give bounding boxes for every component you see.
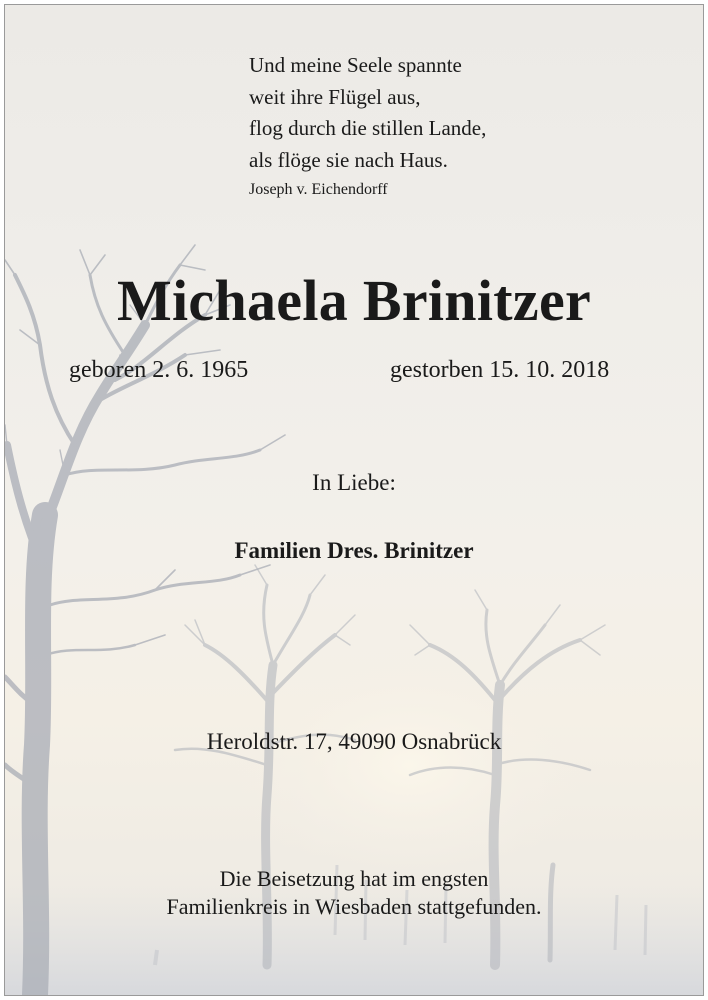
poem-line: weit ihre Flügel aus, — [249, 84, 421, 109]
mourners-intro: In Liebe: — [312, 470, 396, 495]
poem-line: flog durch die stillen Lande, — [249, 116, 487, 140]
obituary-card — [4, 4, 704, 996]
funeral-note-line: Die Beisetzung hat im engsten — [219, 866, 489, 891]
poem-line: als flöge sie nach Haus. — [249, 147, 448, 172]
death-date: gestorben 15. 10. 2018 — [390, 357, 610, 383]
deceased-name: Michaela Brinitzer — [116, 268, 592, 333]
funeral-note — [5, 865, 703, 921]
poem-author: Joseph v. Eichendorff — [249, 181, 388, 198]
poem — [249, 50, 486, 176]
birth-date: geboren 2. 6. 1965 — [69, 357, 249, 383]
mourners-family: Familien Dres. Brinitzer — [234, 538, 474, 563]
poem-line: Und meine Seele spannte — [249, 53, 462, 77]
funeral-note-line: Familienkreis in Wiesbaden stattgefunden. — [166, 894, 542, 919]
address: Heroldstr. 17, 49090 Osnabrück — [206, 729, 502, 754]
